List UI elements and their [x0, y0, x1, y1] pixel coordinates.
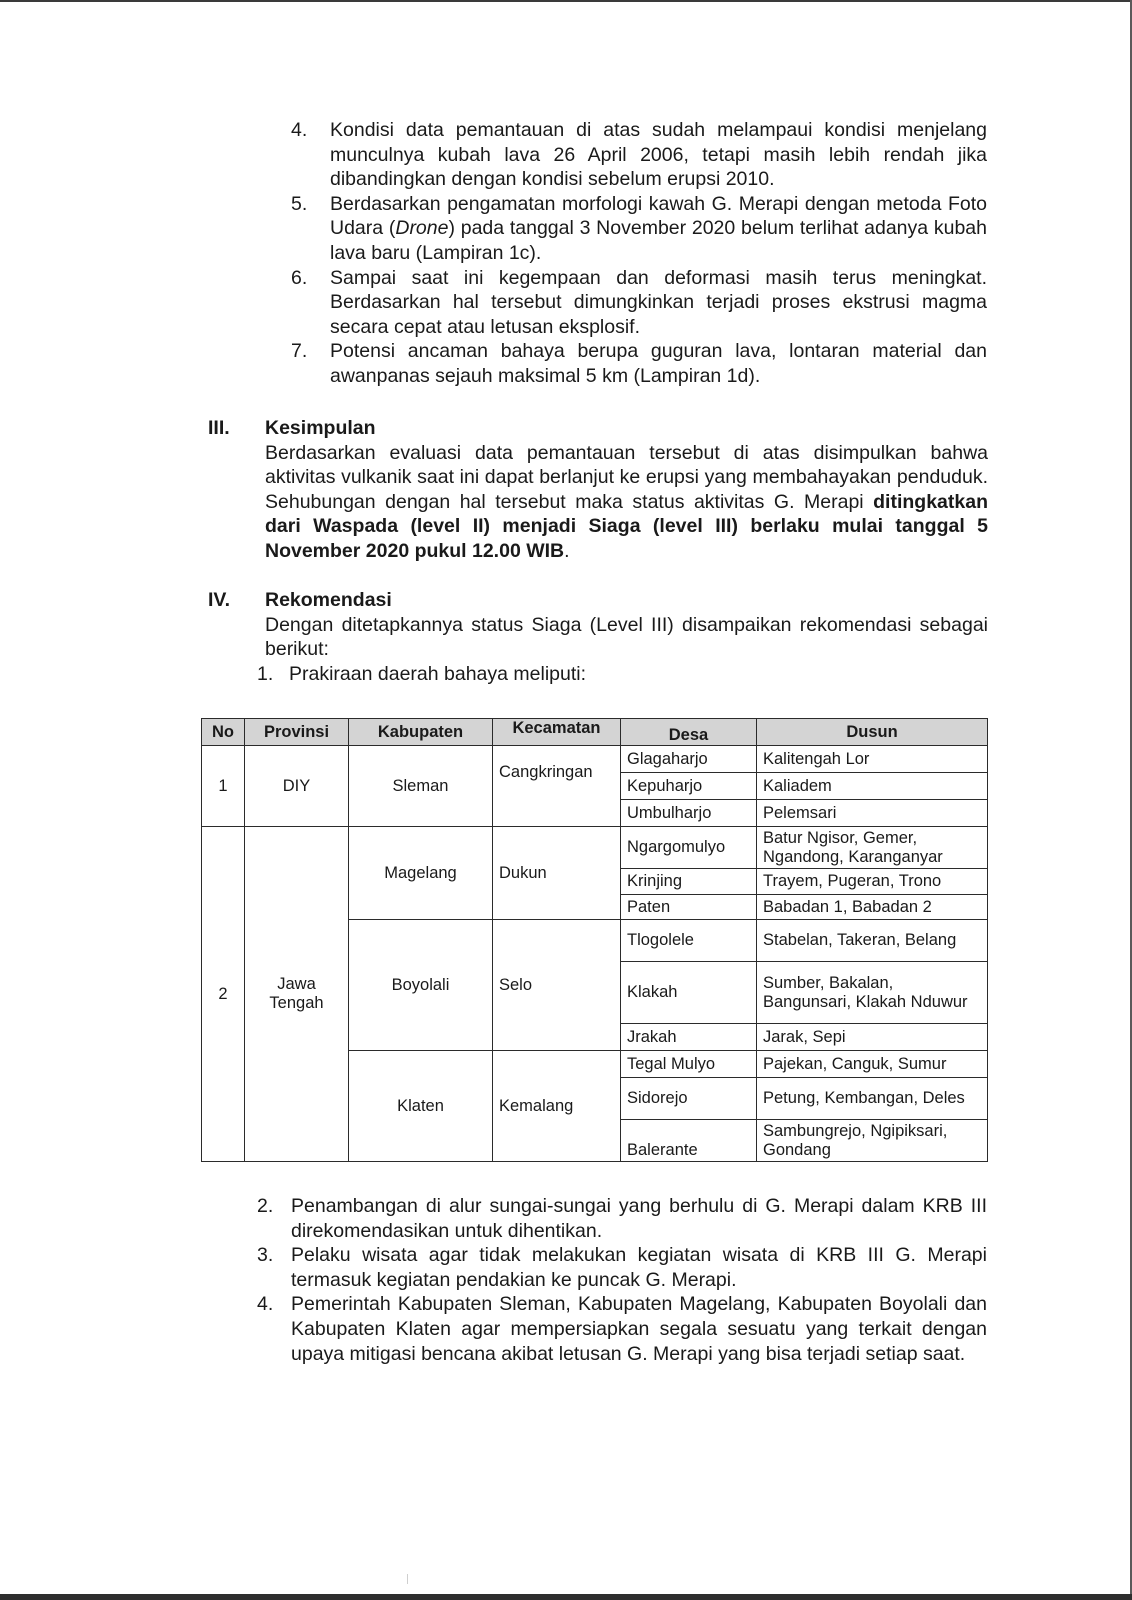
column-header-no: No — [202, 719, 245, 746]
section-kesimpulan — [208, 416, 988, 564]
list-number: 4. — [257, 1293, 274, 1316]
cell-provinsi: DIY — [245, 746, 349, 827]
body-bold-text: ditingkatkan dari Waspada (level II) menjadi Siaga (level III) berlaku mulai tanggal 5 November 2020 pukul 12.00 WIB — [265, 490, 988, 562]
list-text: Sampai saat ini kegempaan dan deformasi masih terus meningkat. Berdasarkan hal tersebut dimungkinkan terjadi proses ekstrusi magma secara cepat atau letusan eksplosif. — [330, 266, 987, 338]
cell-no: 2 — [202, 827, 245, 1162]
column-header-kabupaten: Kabupaten — [349, 719, 493, 746]
list-item — [291, 266, 987, 340]
cell-dusun: Babadan 1, Babadan 2 — [757, 895, 988, 920]
cell-kabupaten: Klaten — [349, 1051, 493, 1162]
cell-dusun: Sumber, Bakalan, Bangunsari, Klakah Nduwur — [757, 962, 988, 1024]
cell-provinsi: Jawa Tengah — [245, 827, 349, 1162]
cell-kabupaten: Magelang — [349, 827, 493, 920]
table-row — [202, 746, 988, 773]
recommendation-first-item — [257, 662, 988, 687]
cell-no: 1 — [202, 746, 245, 827]
body-text: Berdasarkan evaluasi data pemantauan tersebut di atas disimpulkan bahwa aktivitas vulkanik saat ini dapat berlanjut ke erupsi yang membahayakan penduduk. Sehubungan dengan hal tersebut maka status aktivitas G. Merapi — [265, 441, 988, 513]
list-text-part: Berdasarkan pengamatan morfologi kawah G. Merapi dengan metoda Foto Udara ( — [330, 192, 987, 240]
section-heading — [208, 588, 988, 613]
recommendation-list — [257, 1194, 987, 1366]
section-number: III. — [208, 417, 230, 439]
cell-kecamatan: Kemalang — [493, 1051, 621, 1162]
cell-kecamatan: Selo — [493, 920, 621, 1051]
list-text: Penambangan di alur sungai-sungai yang berhulu di G. Merapi dalam KRB III direkomendasikan untuk dihentikan. — [291, 1195, 987, 1242]
list-text-part: ) pada tanggal 3 November 2020 belum terlihat adanya kubah lava baru (Lampiran 1c). — [330, 217, 987, 264]
list-item — [291, 192, 987, 266]
cell-dusun: Kalitengah Lor — [757, 746, 988, 773]
list-text — [330, 192, 987, 266]
cell-kecamatan: Dukun — [493, 827, 621, 920]
table-row — [202, 827, 988, 869]
cell-desa: Umbulharjo — [621, 800, 757, 827]
list-item — [257, 1292, 987, 1366]
cell-kabupaten: Sleman — [349, 746, 493, 827]
cell-dusun: Pelemsari — [757, 800, 988, 827]
list-number: 4. — [291, 119, 308, 141]
scan-mark — [407, 1574, 408, 1584]
cell-dusun: Pajekan, Canguk, Sumur — [757, 1051, 988, 1078]
list-number: 5. — [291, 192, 308, 215]
list-number: 6. — [291, 266, 308, 289]
cell-desa: Tlogolele — [621, 920, 757, 962]
cell-desa: Ngargomulyo — [621, 827, 757, 869]
cell-dusun: Trayem, Pugeran, Trono — [757, 869, 988, 895]
page-edge-bottom — [0, 1594, 1132, 1600]
cell-dusun: Jarak, Sepi — [757, 1024, 988, 1051]
cell-kecamatan-empty — [493, 800, 621, 827]
list-text-emphasis: Drone — [395, 217, 449, 240]
cell-desa: Jrakah — [621, 1024, 757, 1051]
list-number: 3. — [257, 1244, 274, 1267]
cell-desa: Tegal Mulyo — [621, 1051, 757, 1078]
cell-kecamatan: Cangkringan — [493, 746, 621, 800]
table-header-row — [202, 719, 988, 746]
list-number: 1. — [257, 662, 274, 685]
section-rekomendasi — [208, 588, 988, 686]
cell-desa: Balerante — [621, 1120, 757, 1162]
cell-dusun: Stabelan, Takeran, Belang — [757, 920, 988, 962]
column-header-desa: Desa — [621, 719, 757, 746]
list-item — [257, 1194, 987, 1243]
section-title: Rekomendasi — [265, 589, 392, 611]
cell-dusun: Batur Ngisor, Gemer, Ngandong, Karanganyar — [757, 827, 988, 869]
section-body: Dengan ditetapkannya status Siaga (Level III) disampaikan rekomendasi sebagai berikut: — [265, 613, 988, 661]
list-number: 2. — [257, 1195, 274, 1217]
observation-list — [291, 118, 987, 389]
cell-desa: Kepuharjo — [621, 773, 757, 800]
section-title: Kesimpulan — [265, 417, 376, 439]
cell-desa: Krinjing — [621, 869, 757, 895]
body-text-end: . — [564, 539, 570, 562]
page-edge-top — [0, 0, 1132, 2]
list-text: Prakiraan daerah bahaya meliputi: — [289, 662, 587, 685]
section-number: IV. — [208, 589, 231, 611]
cell-desa: Sidorejo — [621, 1078, 757, 1120]
list-item — [291, 339, 987, 388]
cell-desa: Paten — [621, 895, 757, 920]
cell-dusun: Sambungrejo, Ngipiksari, Gondang — [757, 1120, 988, 1162]
column-header-kecamatan: Kecamatan — [493, 719, 621, 746]
cell-desa: Klakah — [621, 962, 757, 1024]
cell-kabupaten: Boyolali — [349, 920, 493, 1051]
cell-dusun: Kaliadem — [757, 773, 988, 800]
hazard-area-table — [201, 718, 988, 1162]
list-number: 7. — [291, 340, 308, 363]
list-item — [257, 1243, 987, 1292]
list-text: Kondisi data pemantauan di atas sudah melampaui kondisi menjelang munculnya kubah lava 26 April 2006, tetapi masih lebih rendah jika dibandingkan dengan kondisi sebelum erupsi 2010. — [330, 119, 987, 191]
list-text: Pelaku wisata agar tidak melakukan kegiatan wisata di KRB III G. Merapi termasuk kegiatan pendakian ke puncak G. Merapi. — [291, 1244, 987, 1291]
section-heading — [208, 416, 988, 441]
list-text: Potensi ancaman bahaya berupa guguran lava, lontaran material dan awanpanas sejauh maksimal 5 km (Lampiran 1d). — [330, 340, 987, 387]
list-item — [291, 118, 987, 192]
column-header-provinsi: Provinsi — [245, 719, 349, 746]
cell-dusun: Petung, Kembangan, Deles — [757, 1078, 988, 1120]
cell-desa: Glagaharjo — [621, 746, 757, 773]
section-body — [265, 441, 988, 564]
list-text: Pemerintah Kabupaten Sleman, Kabupaten Magelang, Kabupaten Boyolali dan Kabupaten Klaten agar mempersiapkan segala sesuatu yang terkait dengan upaya mitigasi bencana akibat letusan G. Merapi yang bisa terjadi setiap saat. — [291, 1293, 987, 1365]
column-header-dusun: Dusun — [757, 719, 988, 746]
